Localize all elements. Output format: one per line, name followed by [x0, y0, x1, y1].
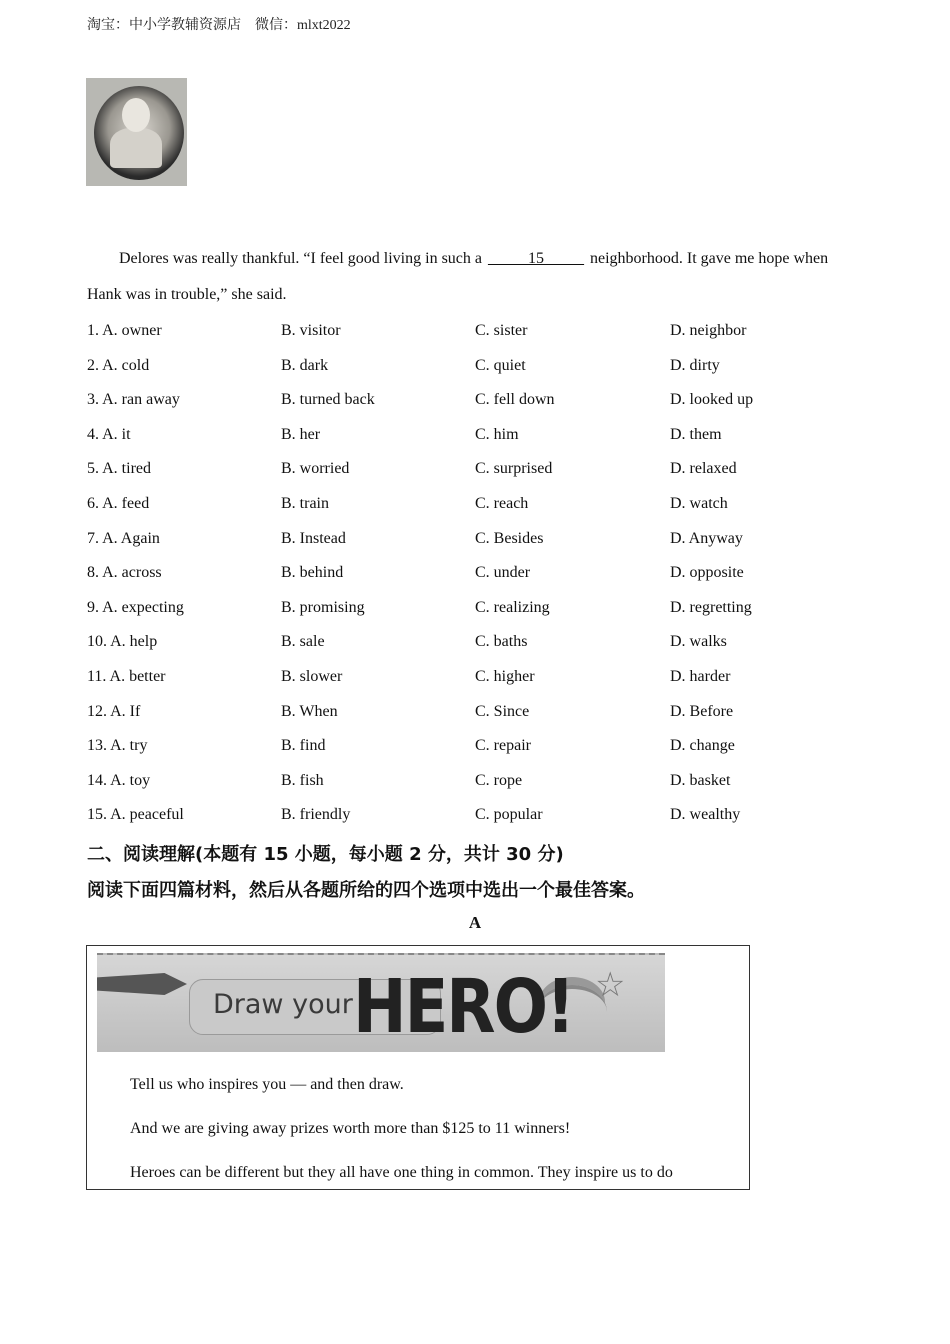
option-a: 6. A. feed: [87, 495, 150, 512]
reading-box: [86, 945, 750, 1190]
star-icon: ☆: [595, 967, 626, 1004]
page-header: 淘宝：中小学教辅资源店 微信：mlxt2022: [87, 18, 351, 33]
option-row: [87, 703, 887, 727]
banner-hero-text: HERO!: [353, 965, 574, 1051]
option-row: [87, 633, 887, 657]
option-row: [87, 460, 887, 484]
option-row: [87, 599, 887, 623]
section-title: 二、阅读理解(本题有 15 小题，每小题 2 分，共计 30 分): [87, 844, 564, 865]
option-a: 10. A. help: [87, 633, 158, 651]
option-a: 5. A. tired: [87, 460, 151, 478]
option-row: [87, 737, 887, 761]
box-line-3: Heroes can be different but they all have one thing in common. They inspire us to do: [130, 1164, 673, 1181]
option-c: C. popular: [475, 806, 543, 824]
option-d: D. walks: [670, 633, 727, 651]
option-d: D. relaxed: [670, 460, 737, 478]
option-row: [87, 357, 887, 381]
option-c: C. Besides: [475, 529, 544, 547]
draw-hero-banner: [97, 953, 665, 1052]
option-d: D. looked up: [670, 391, 754, 409]
option-d: D. regretting: [670, 598, 752, 616]
option-row: [87, 391, 887, 415]
option-d: D. harder: [670, 668, 731, 685]
option-a: 15. A. peaceful: [87, 806, 184, 824]
option-row: [87, 564, 887, 588]
box-line-2: And we are giving away prizes worth more than $125 to 11 winners!: [130, 1120, 571, 1137]
option-d: D. Anyway: [670, 529, 743, 547]
option-b: B. sale: [281, 633, 325, 651]
option-c: C. realizing: [475, 598, 550, 616]
option-c: C. baths: [475, 633, 528, 651]
option-b: B. fish: [281, 771, 324, 789]
option-b: B. friendly: [281, 806, 351, 824]
option-b: B. behind: [281, 564, 344, 582]
option-b: B. promising: [281, 598, 365, 616]
option-a: 7. A. Again: [87, 529, 160, 547]
option-d: D. wealthy: [670, 806, 741, 824]
option-d: D. basket: [670, 771, 731, 789]
option-d: D. change: [670, 737, 735, 755]
option-d: D. dirty: [670, 356, 720, 374]
option-b: B. worried: [281, 460, 350, 478]
banner-draw-text: Draw your: [213, 989, 353, 1020]
option-b: B. When: [281, 702, 338, 720]
option-a: 8. A. across: [87, 564, 162, 582]
option-c: C. rope: [475, 771, 523, 789]
option-d: D. watch: [670, 495, 728, 512]
blank-15: _____15_____: [488, 250, 584, 267]
part-label: A: [468, 913, 482, 932]
option-c: C. higher: [475, 668, 535, 685]
option-b: B. train: [281, 495, 329, 512]
option-d: D. neighbor: [670, 322, 747, 339]
option-a: 14. A. toy: [87, 771, 151, 789]
option-c: C. under: [475, 564, 531, 582]
option-c: C. sister: [475, 322, 528, 339]
option-a: 9. A. expecting: [87, 598, 184, 616]
option-b: B. dark: [281, 356, 329, 374]
passage-paragraph: Delores was really thankful. “I feel good living in such a _____15_____ neighborhood. It gave me hope when Hank was in trouble,” she said.: [87, 250, 829, 303]
box-line-1: Tell us who inspires you — and then draw.: [130, 1076, 404, 1093]
option-c: C. fell down: [475, 391, 555, 409]
option-a: 4. A. it: [87, 425, 131, 443]
option-row: [87, 772, 887, 796]
option-c: C. Since: [475, 702, 530, 720]
option-c: C. surprised: [475, 460, 553, 478]
option-d: D. them: [670, 425, 722, 443]
option-b: B. turned back: [281, 391, 375, 409]
pencil-icon: [97, 973, 187, 995]
option-b: B. Instead: [281, 529, 346, 547]
option-a: 2. A. cold: [87, 356, 150, 374]
option-row: [87, 530, 887, 554]
option-c: C. reach: [475, 495, 529, 512]
option-row: [87, 495, 887, 519]
portrait-photo: [86, 78, 187, 186]
option-row: [87, 668, 887, 692]
option-a: 12. A. If: [87, 702, 141, 720]
option-d: D. Before: [670, 702, 734, 720]
option-row: [87, 322, 887, 346]
option-d: D. opposite: [670, 564, 744, 582]
option-b: B. her: [281, 425, 321, 443]
option-b: B. visitor: [281, 322, 341, 339]
option-row: [87, 806, 887, 830]
section-instruction: 阅读下面四篇材料，然后从各题所给的四个选项中选出一个最佳答案。: [87, 880, 645, 901]
option-a: 1. A. owner: [87, 322, 162, 339]
option-c: C. him: [475, 425, 519, 443]
option-c: C. quiet: [475, 356, 526, 374]
option-b: B. slower: [281, 668, 343, 685]
option-a: 13. A. try: [87, 737, 148, 755]
option-b: B. find: [281, 737, 326, 755]
option-row: [87, 426, 887, 450]
option-a: 11. A. better: [87, 668, 166, 685]
option-c: C. repair: [475, 737, 531, 755]
option-a: 3. A. ran away: [87, 391, 180, 409]
